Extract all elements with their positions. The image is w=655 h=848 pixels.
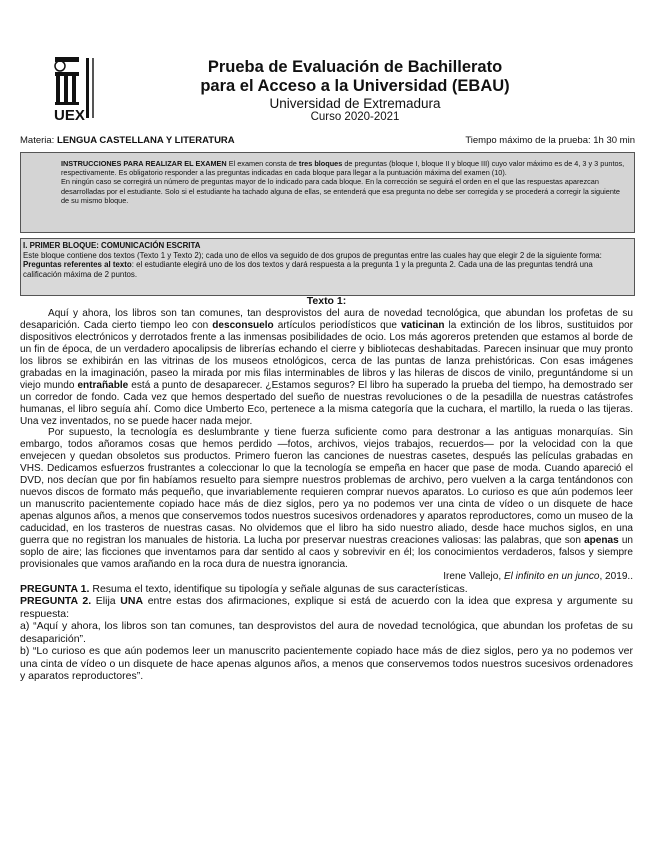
course: Curso 2020-2021 <box>310 111 400 123</box>
question-1: PREGUNTA 1. Resuma el texto, identifique su tipología y señale algunas de sus características. <box>20 582 468 595</box>
instructions-paragraph: En ningún caso se corregirá un número de preguntas mayor de lo indicado para cada bloque. En la corrección se seguirá el orden en el que las respuestas aparezcan desarrolladas por el estudiante. Solo si el estudiante ha tachado alguna de ellas, se entenderá que esa pregunta no debe ser corregida y se procederá a corregir la siguiente de su mismo bloque. <box>61 177 620 205</box>
text-title: Texto 1: <box>306 295 347 307</box>
paragraph: Aquí y ahora, los libros son tan comunes, tan desprovistos del aura de novedad tecnológica, que abundan los profetas de su desaparición. Cada cierto tiempo leo con desconsuelo artículos periodísticos que vaticinan la extinción de los libros, sustituidos por dispositivos electrónicos y derrotados frente a las inmensas posibilidades de ocio. Los más agoreros pretenden que estamos al borde de un fin de época, de un verdadero apocalipsis de librerías echando el cierre y bibliotecas deshabitadas. Parecen insinuar que muy pronto los libros se exhibirán en las vitrinas de los museos etnológicos, cerca de las puntas de lanza prehistóricas. Con esas imágenes grabadas en la imaginación, paseo la mirada por mis filas interminables de libros y las hileras de discos de vinilo, preguntándome si un viejo mundo entrañable está a punto de desaparecer. ¿Estamos seguros? El libro ha superado la prueba del tiempo, ha demostrado ser un corredor de fondo. Cada vez que hemos despertado del sueño de nuestras revoluciones o de la pesadilla de nuestras catástrofes humanas, el libro seguía ahí. Como dice Umberto Eco, pertenece a la misma categoría que la cuchara, el martillo, la rueda o las tijeras. Una vez inventados, no se puede hacer nada mejor. <box>20 307 633 427</box>
block-pref-text: : el estudiante elegirá uno de los dos textos y dará respuesta a la pregunta 1 y la pregunta 2. Cada una de las preguntas tendrá una calificación máxima de 2 puntos. <box>23 260 593 279</box>
instructions-bold: tres bloques <box>298 159 343 168</box>
block-heading: I. PRIMER BLOQUE: COMUNICACIÓN ESCRITA <box>23 241 201 250</box>
instructions-text: El examen consta de <box>228 159 297 168</box>
header <box>170 58 540 123</box>
title-line2: para el Acceso a la Universidad (EBAU) <box>200 77 510 95</box>
text-1 <box>20 296 633 683</box>
exam-meta <box>20 135 635 149</box>
paragraph: Por supuesto, la tecnología es deslumbrante y tiene fuerza suficiente como para destronar a las antiguas monarquías. Sin embargo, todos añoramos cosas que hemos perdido —fotos, archivos, viejos trabajos, recuerdos— por la velocidad con la que envejecen y quedan obsoletos sus productos. Primero fueron las canciones de nuestras casetes, después las películas grabadas en VHS. Dedicamos esfuerzos frustrantes a coleccionar lo que la tecnología se empeña en hacer que pase de moda. Cuando apareció el DVD, nos decían que por fin habíamos resuelto para siempre nuestros problemas de archivo, pero vuelven a la carga tentándonos con nuevos discos de formato más pequeño, que invariablemente requieren comprar nuevos aparatos. Lo curioso es que aún podemos leer un manuscrito pacientemente copiado hace más de diez siglos, pero ya no podemos ver una cinta de vídeo o un disquete de hace apenas algunos años, a menos que conservemos todos nuestros sucesivos ordenadores y aparatos reproductores, como un museo de la caducidad, en los trasteros de nuestras casas. No olvidemos que el libro ha sido nuestro aliado, desde hace muchos siglos, en una guerra que no registran los manuales de historia. La lucha por preservar nuestras creaciones valiosas: las palabras, que son apenas un soplo de aire; las ficciones que inventamos para dar sentido al caos y sobrevivir en él; los conocimientos verdaderos, falsos y siempre provisionales que vamos arañando en la roca dura de nuestra ignorancia. <box>20 427 634 570</box>
logo-text: UEX <box>54 107 85 124</box>
university-name: Universidad de Extremadura <box>269 96 441 111</box>
option-a: a) “Aquí y ahora, los libros son tan comunes, tan desprovistos del aura de novedad tecnológica, que abundan los profetas de su desaparición”. <box>20 620 633 645</box>
instructions-heading: INSTRUCCIONES PARA REALIZAR EL EXAMEN <box>61 159 227 168</box>
block-box <box>20 238 635 296</box>
title-line1: Prueba de Evaluación de Bachillerato <box>207 58 503 76</box>
block-pref-label: Preguntas referentes al texto <box>23 260 132 270</box>
questions <box>20 583 633 683</box>
time-limit: Tiempo máximo de la prueba: 1h 30 min <box>465 135 635 146</box>
instructions-box <box>20 152 635 233</box>
subject-label: Materia: <box>20 135 55 146</box>
citation: Irene Vallejo, El infinito en un junco, 2019.. <box>443 570 633 582</box>
block-description: Este bloque contiene dos textos (Texto 1 y Texto 2); cada uno de ellos va seguido de dos grupos de preguntas entre las cuales hay que elegir 2 de la siguiente forma: <box>23 250 602 260</box>
instructions-text: de preguntas (bloque I, bloque II y bloque III) cuyo valor máximo es de 4, 3 y 3 puntos, respectivamente. Es obligatorio responder a las preguntas indicadas en cada bloque para llegar a la puntuación máxima del examen (10). <box>61 159 625 178</box>
subject: LENGUA CASTELLANA Y LITERATURA <box>56 135 235 146</box>
question-2: PREGUNTA 2. Elija UNA entre estas dos afirmaciones, explique si está de acuerdo con la idea que expresa y argumente su respuesta: <box>20 595 633 620</box>
option-b: b) “Lo curioso es que aún podemos leer un manuscrito pacientemente copiado hace más de diez siglos, pero ya no podemos ver una cinta de vídeo o un disquete de hace apenas algunos años, a menos que conservemos todos nuestros sucesivos ordenadores y aparatos reproductores”. <box>20 645 633 683</box>
university-logo <box>52 54 100 124</box>
